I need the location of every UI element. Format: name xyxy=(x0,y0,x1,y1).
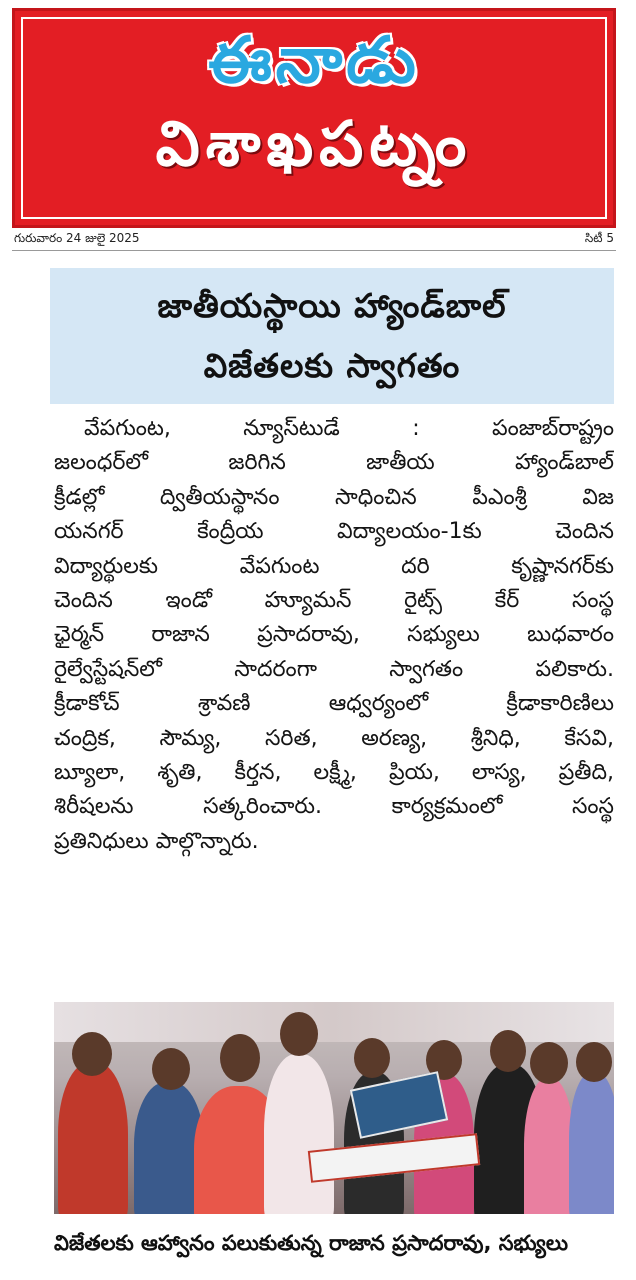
photo-head xyxy=(72,1032,112,1076)
article-line: చంద్రిక, సౌమ్య, సరిత, అరణ్య, శ్రీనిధి, కేసవి, xyxy=(54,725,614,751)
photo-person xyxy=(569,1072,614,1214)
photo-background xyxy=(54,1002,614,1042)
article-line: క్రీడాకోచ్ శ్రావణి ఆధ్వర్యంలో క్రీడాకారిణిలు xyxy=(54,691,614,717)
photo-head xyxy=(530,1042,568,1084)
page-label: సిటీ 5 xyxy=(584,230,614,245)
photo-head xyxy=(280,1012,318,1056)
article-line: ఛైర్మన్ రాజాన ప్రసాదరావు, సభ్యులు బుధవారం xyxy=(54,622,614,648)
headline-box xyxy=(50,268,614,404)
newspaper-logo: ఈనాడు xyxy=(208,24,420,98)
article-line: వేపగుంట, న్యూస్‌టుడే : పంజాబ్‌రాష్ట్రం xyxy=(84,416,614,441)
photo-head xyxy=(490,1030,526,1072)
divider xyxy=(12,250,616,251)
publication-date: గురువారం 24 జులై 2025 xyxy=(14,230,140,245)
news-photo xyxy=(54,1002,614,1214)
article-line: శిరీషలను సత్కరించారు. కార్యక్రమంలో సంస్థ xyxy=(54,794,614,820)
masthead xyxy=(12,8,616,228)
article-line: విద్యార్థులకు వేపగుంట దరి కృష్ణానగర్‌కు xyxy=(54,553,614,579)
photo-person xyxy=(264,1054,334,1214)
dateline xyxy=(12,229,616,249)
photo-head xyxy=(152,1048,190,1090)
article-line: ప్రతినిధులు పాల్గొన్నారు. xyxy=(54,828,259,854)
headline-line-2: విజేతలకు స్వాగతం xyxy=(203,346,461,385)
edition-name: విశాఖపట్నం xyxy=(155,107,473,180)
article-line: బ్యూలా, శృతి, కీర్తన, లక్ష్మీ, ప్రియ, లాస్య, ప్రతీది, xyxy=(54,759,614,785)
photo-head xyxy=(220,1034,260,1082)
article-line: రైల్వేస్టేషన్‌లో సాదరంగా స్వాగతం పలికారు. xyxy=(54,656,614,682)
article-line: చెందిన ఇండో హ్యూమన్ రైట్స్ కేర్ సంస్థ xyxy=(54,587,614,613)
photo-person xyxy=(58,1062,128,1214)
article-line: క్రీడల్లో ద్వితీయస్థానం సాధించిన పీఎంశ్రీ విజ xyxy=(54,484,614,510)
photo-caption: విజేతలకు ఆహ్వానం పలుకుతున్న రాజాన ప్రసాదరావు, సభ్యులు xyxy=(54,1231,569,1255)
article-line: జలంధర్‌లో జరిగిన జాతీయ హ్యాండ్‌బాల్ xyxy=(54,450,614,476)
photo-head xyxy=(576,1042,612,1082)
headline-line-1: జాతీయస్థాయి హ్యాండ్‌బాల్ xyxy=(157,286,507,325)
article-line: యనగర్ కేంద్రీయ విద్యాలయం-1కు చెందిన xyxy=(54,519,614,545)
photo-person xyxy=(524,1078,574,1214)
article-body xyxy=(54,412,614,859)
photo-head xyxy=(354,1038,390,1078)
